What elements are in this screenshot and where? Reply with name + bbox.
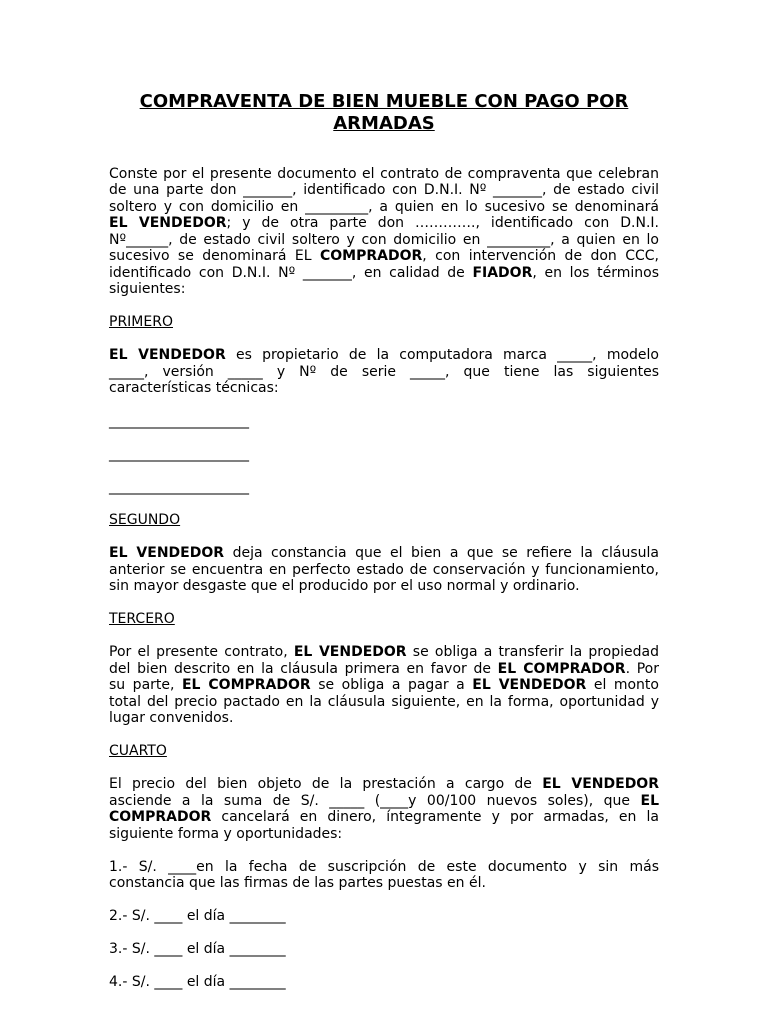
text-run: se obliga a transferir la propiedad [406, 644, 659, 661]
text-line [109, 694, 659, 711]
installment-item [109, 859, 659, 892]
text-line [109, 364, 659, 381]
text-line [109, 826, 659, 843]
intro-paragraph [109, 166, 659, 298]
bold-term: EL VENDEDOR [109, 545, 225, 562]
text-run: , con intervención de don CCC, [422, 248, 659, 265]
clause-cuarto [109, 743, 659, 991]
blank-underscores: ____________________ [109, 479, 249, 496]
clause-heading [109, 611, 659, 628]
text-line [109, 545, 659, 562]
text-run: asciende a la suma de S/. _____ (____y 00/100 nuevos soles), que [109, 792, 641, 809]
text-line [109, 677, 659, 694]
text-line [109, 661, 659, 678]
text-run: El precio del bien objeto de la prestación a cargo de [109, 776, 543, 793]
document-page [109, 91, 659, 1007]
text-line [109, 380, 659, 397]
text-line [109, 562, 659, 579]
text-line [109, 281, 659, 298]
text-run: siguiente forma y oportunidades: [109, 825, 343, 842]
clause-paragraph [109, 347, 659, 397]
installment-item [109, 908, 659, 925]
text-run: del bien descrito en la cláusula primera en favor de [109, 660, 498, 677]
text-line [109, 974, 659, 991]
clause-heading [109, 743, 659, 760]
text-run: es propietario de la computadora marca _____, modelo [225, 347, 659, 364]
clause-heading-label: CUARTO [109, 743, 167, 760]
bold-term: EL COMPRADOR [181, 677, 311, 694]
text-run: 1.- S/. ____en la fecha de suscripción de este documento y sin más [109, 858, 659, 875]
bold-term: EL VENDEDOR [109, 215, 227, 232]
text-line [109, 809, 659, 826]
clauses-section [109, 314, 659, 991]
clause-heading-label: TERCERO [109, 611, 175, 628]
text-run: siguientes: [109, 281, 186, 298]
blank-fill-line [109, 479, 659, 496]
text-line [109, 941, 659, 958]
text-line [109, 182, 659, 199]
text-line [109, 644, 659, 661]
clause-heading [109, 512, 659, 529]
text-run: sucesivo se denominará EL [109, 248, 320, 265]
text-line [109, 215, 659, 232]
text-run: 2.- S/. ____ el día ________ [109, 908, 286, 925]
text-run: cancelará en dinero, íntegramente y por armadas, en la [211, 809, 659, 826]
text-line [109, 875, 659, 892]
installment-item [109, 974, 659, 991]
clause-paragraph [109, 644, 659, 727]
clause-primero [109, 314, 659, 496]
clause-paragraph [109, 776, 659, 842]
blank-fill-line [109, 413, 659, 430]
text-line [109, 347, 659, 364]
text-line [109, 908, 659, 925]
clause-segundo [109, 512, 659, 595]
text-run: . Por [625, 660, 659, 677]
clause-tercero [109, 611, 659, 727]
text-run: deja constancia que el bien a que se refiere la cláusula [224, 545, 660, 562]
text-run: el monto [586, 677, 659, 694]
text-run: lugar convenidos. [109, 710, 234, 727]
text-run: 3.- S/. ____ el día ________ [109, 941, 286, 958]
bold-term: EL [640, 792, 659, 809]
text-run: su parte, [109, 677, 182, 694]
text-run: 4.- S/. ____ el día ________ [109, 974, 286, 991]
bold-term: EL COMPRADOR [497, 660, 626, 677]
text-run: Por el presente contrato, [109, 644, 294, 661]
bold-term: EL VENDEDOR [472, 677, 587, 694]
bold-term: EL VENDEDOR [293, 644, 407, 661]
bold-term: COMPRADOR [320, 248, 423, 265]
installment-item [109, 941, 659, 958]
intro-section [109, 166, 659, 298]
text-run: sin mayor desgaste que el producido por el uso normal y ordinario. [109, 578, 580, 595]
text-run: se obliga a pagar a [310, 677, 473, 694]
text-line [109, 248, 659, 265]
text-run: identificado con D.N.I. Nº _______, en calidad de [109, 264, 473, 281]
bold-term: COMPRADOR [109, 809, 212, 826]
text-run: , en los términos [532, 264, 659, 281]
blank-underscores: ____________________ [109, 413, 249, 430]
clause-heading-label: SEGUNDO [109, 512, 181, 529]
bold-term: EL VENDEDOR [109, 347, 226, 364]
text-run: anterior se encuentra en perfecto estado de conservación y funcionamiento, [109, 561, 659, 578]
text-run: constancia que las firmas de las partes puestas en él. [109, 875, 486, 892]
document-title: COMPRAVENTA DE BIEN MUEBLE CON PAGO POR ARMADAS [139, 91, 629, 134]
clause-heading-label: PRIMERO [109, 314, 173, 331]
text-line [109, 166, 659, 183]
text-line [109, 710, 659, 727]
text-run: Nº______, de estado civil soltero y con domicilio en _________, a quien en lo [109, 231, 659, 248]
text-line [109, 793, 659, 810]
text-run: ; y de otra parte don …………., identificado con D.N.I. [226, 215, 659, 232]
text-run: soltero y con domicilio en _________, a quien en lo sucesivo se denominará [109, 198, 659, 215]
text-line [109, 578, 659, 595]
text-line [109, 859, 659, 876]
blank-fill-line [109, 446, 659, 463]
bold-term: FIADOR [472, 264, 533, 281]
text-line [109, 265, 659, 282]
text-run: _____, versión _____ y Nº de serie _____, que tiene las siguientes [109, 363, 659, 380]
text-line [109, 232, 659, 249]
text-run: de una parte don _______, identificado con D.N.I. Nº _______, de estado civil [109, 182, 659, 199]
clause-heading [109, 314, 659, 331]
text-line [109, 776, 659, 793]
text-line [109, 199, 659, 216]
text-run: total del precio pactado en la cláusula siguiente, en la forma, oportunidad y [109, 693, 659, 710]
text-run: Conste por el presente documento el contrato de compraventa que celebran [109, 165, 659, 182]
blank-underscores: ____________________ [109, 446, 249, 463]
clause-paragraph [109, 545, 659, 595]
text-run: características técnicas: [109, 380, 279, 397]
bold-term: EL VENDEDOR [542, 776, 659, 793]
